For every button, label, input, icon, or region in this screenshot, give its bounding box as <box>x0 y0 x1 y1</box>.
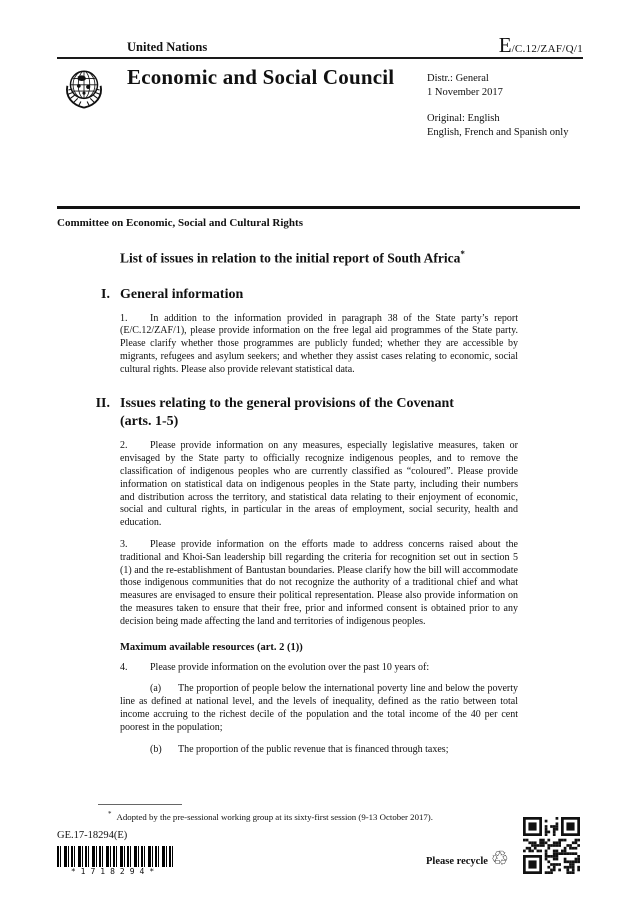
council-title: Economic and Social Council <box>127 65 395 89</box>
ge-number: GE.17-18294(E) <box>57 830 128 841</box>
qr-code <box>523 817 580 874</box>
document-title: List of issues in relation to the initial report of South Africa* <box>120 249 465 266</box>
footnote: * Adopted by the pre-sessional working group at its sixty-first session (9-13 October 2017). <box>108 810 433 822</box>
paragraph-4: 4. Please provide information on the evolution over the past 10 years of: <box>120 661 430 673</box>
distr-block <box>427 72 568 139</box>
doc-symbol-prefix: E <box>498 33 512 57</box>
paragraph-2: 2. Please provide information on any measures, especially legislative measures, taken or envisaged by the State party to officially recognize indigenous peoples, and to remove the classification of indigenous peoples who are currently classified as “coloured”. Please provide information on statistical data on indigenous peoples in the State party, including their numbers and distribution across the territory, and statistical data relating to their enjoyment of economic, social and cultural rights, in particular in the areas of employment, social security, health and education. <box>120 440 518 529</box>
list-item-b: (b) The proportion of the public revenue that is financed through taxes; <box>150 743 449 755</box>
un-name: United Nations <box>127 40 208 54</box>
section-numeral: II. <box>95 396 110 412</box>
original-line: Original: English <box>427 113 500 124</box>
section-heading-text: Issues relating to the general provisions of the Covenant (arts. 1-5) <box>120 396 454 430</box>
section-heading-text: General information <box>120 286 244 302</box>
paragraph-3: 3. Please provide information on the efforts made to address concerns raised about the traditional and Khoi-San leadership bill regarding the criteria for recognition set out in section 5 (1) and the re-establishment of Bantustan boundaries. Please clarify how the bill will accommodate those indigenous communities that do not recognize the authority of a traditional chief and what measures are envisaged to ensure their political representation. Please also provide information on the measures taken to ensure that their free, prior and informed consent is obtained prior to any decision being made affecting the land and territories of indigenous peoples. <box>120 539 518 627</box>
section-numeral: I. <box>101 286 110 302</box>
doc-symbol <box>499 33 583 58</box>
un-emblem-icon <box>59 65 109 115</box>
footnote-rule <box>98 804 182 805</box>
item-label: (a) <box>150 683 162 695</box>
title-footnote-marker: * <box>460 249 465 259</box>
barcode-text: *1718294* <box>57 867 173 876</box>
section-divider-rule <box>57 206 580 209</box>
footnote-marker: * <box>108 810 112 818</box>
subsection-heading: Maximum available resources (art. 2 (1)) <box>120 641 303 653</box>
recycle-icon: ♲ <box>490 846 509 870</box>
header-rule <box>57 57 583 59</box>
committee-name: Committee on Economic, Social and Cultural Rights <box>57 217 303 229</box>
doc-symbol-suffix: /C.12/ZAF/Q/1 <box>511 43 583 55</box>
document-body <box>57 217 518 756</box>
recycle-note <box>426 846 509 871</box>
barcode <box>57 846 173 875</box>
paragraph-number: 2. <box>120 440 128 452</box>
section-heading-2 <box>57 395 518 431</box>
distr-line: Distr.: General <box>427 73 489 84</box>
list-item-a: (a) The proportion of people below the international poverty line and below the poverty line as defined at national level, and the levels of inequality, defined as the ratio between total income accruing to the richest decile of the population and the total income of the 40 per cent poorest in the population; <box>120 683 518 733</box>
languages-line: English, French and Spanish only <box>427 126 569 138</box>
date-line: 1 November 2017 <box>427 86 503 98</box>
section-heading-1 <box>57 286 518 304</box>
recycle-label: Please recycle <box>426 855 488 867</box>
item-label: (b) <box>150 743 162 755</box>
paragraph-number: 3. <box>120 539 128 551</box>
paragraph-1: 1. In addition to the information provided in paragraph 38 of the State party’s report (E/C.12/ZAF/1), please provide information on the free legal aid programmes of the State party. Please clarify whether those programmes are publicly funded; whether they are accessible by migrants, refugees and asylum seekers; and whether they assist cases relating to economic, social cultural rights. Please also provide relevant statistical data. <box>120 312 518 375</box>
paragraph-number: 4. <box>120 661 128 673</box>
paragraph-number: 1. <box>120 312 128 324</box>
